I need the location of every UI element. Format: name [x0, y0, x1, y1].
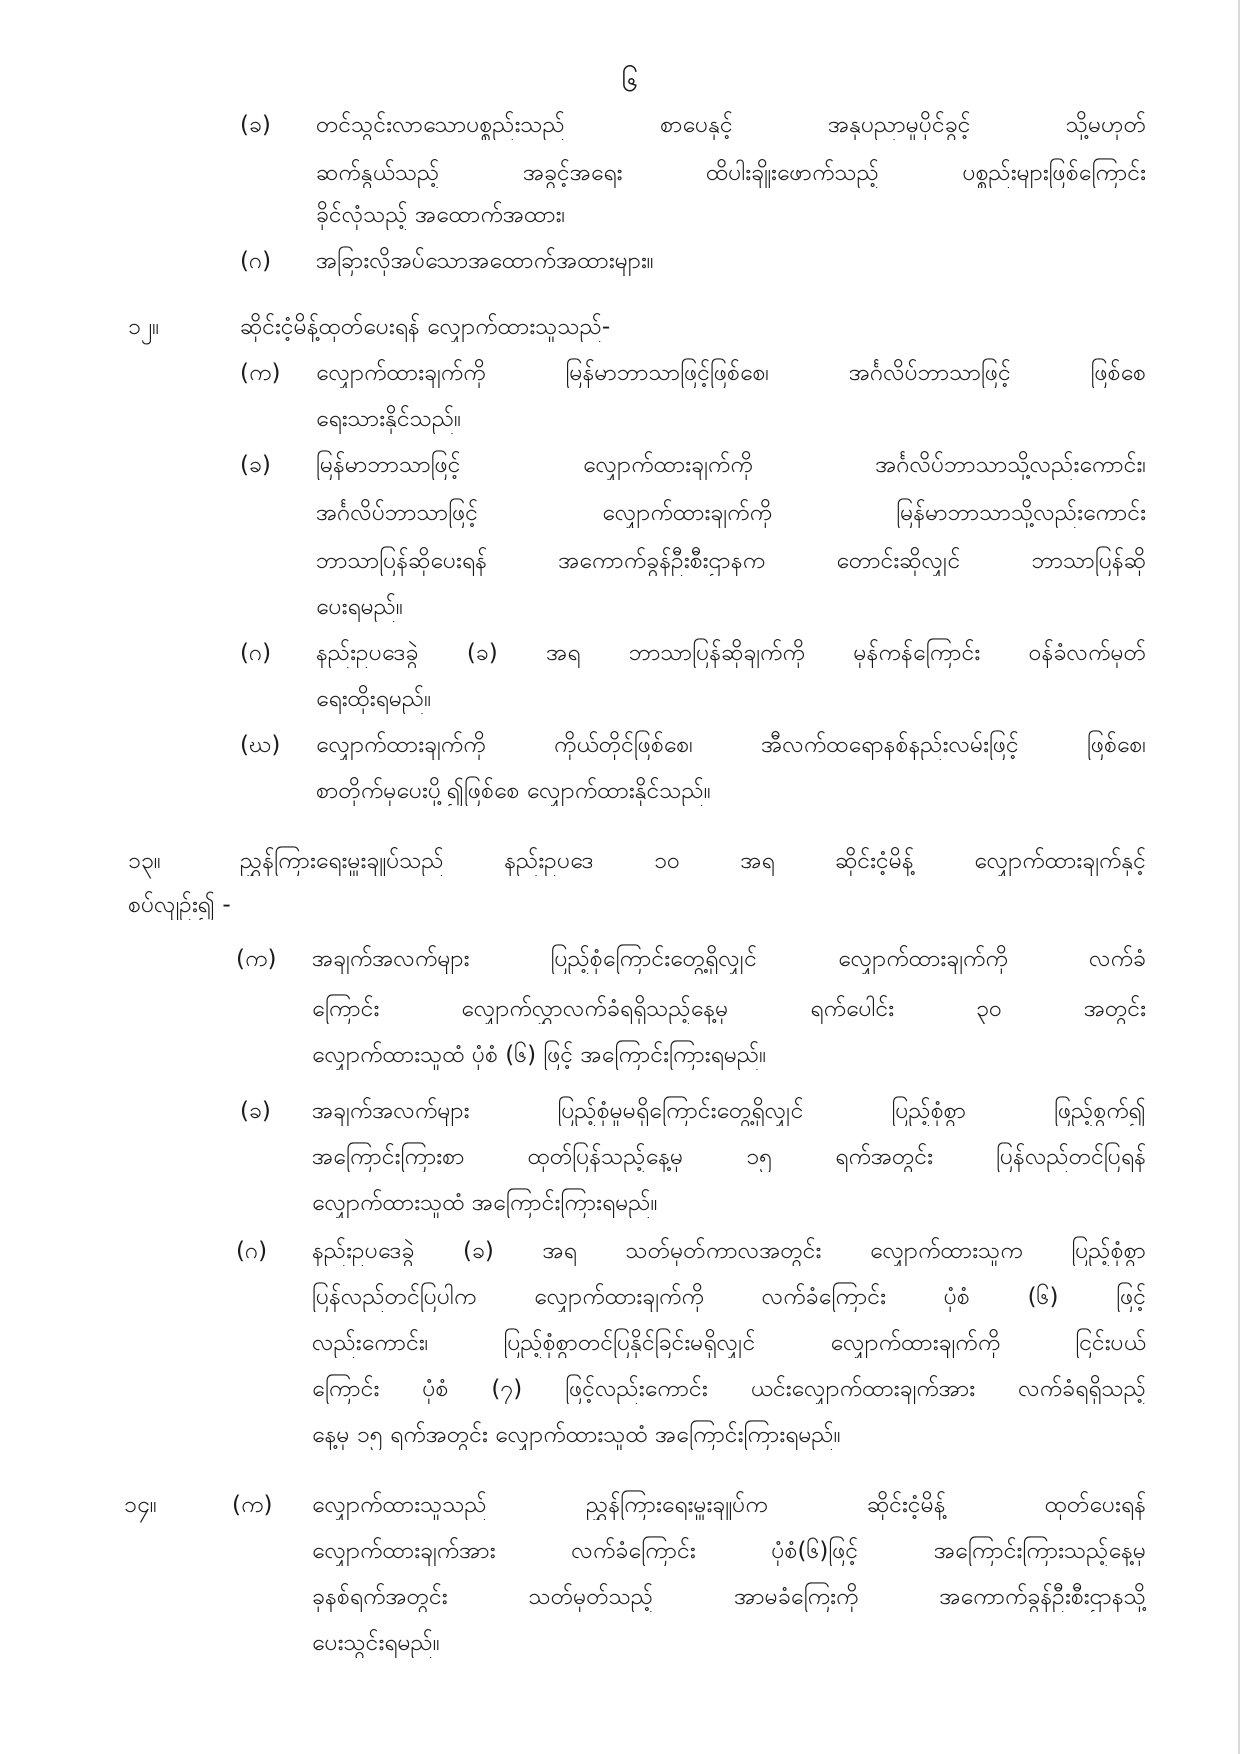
clause-line: ကြောင်း ပုံစံ (၇) ဖြင့်လည်းကောင်း ယင်းလျှောက်ထားချက်အား လက်ခံရရှိသည့်: [312, 1376, 1146, 1402]
rule-number: ၁၃။: [128, 848, 161, 874]
clause-line: အချက်အလက်များ ပြည့်စုံမှုမရှိကြောင်းတွေ့ရှိလျှင် ပြည့်စုံစွာ ဖြည့်စွက်၍: [312, 1098, 1146, 1124]
rule-intro: ဆိုင်းငံ့မိန့်ထုတ်ပေးရန် လျှောက်ထားသူသည်-: [240, 314, 611, 340]
clause-line: ဘာသာပြန်ဆိုပေးရန် အကောက်ခွန်ဦးစီးဌာနက တောင်းဆိုလျှင် ဘာသာပြန်ဆို: [316, 548, 1146, 574]
rule-intro: စပ်လျဉ်း၍ -: [128, 892, 231, 918]
clause-line: ခုနစ်ရက်အတွင်း သတ်မှတ်သည့် အာမခံကြေးကို အကောက်ခွန်ဦးစီးဌာနသို့: [312, 1584, 1146, 1610]
clause-line: ရေးသားနိုင်သည်။: [316, 406, 462, 432]
clause-line: မြန်မာဘာသာဖြင့် လျှောက်ထားချက်ကို အင်္ဂလိပ်ဘာသာသို့လည်းကောင်း၊: [316, 452, 1146, 478]
clause-marker: (ဂ): [236, 1238, 268, 1264]
rule-number: ၁၄။: [124, 1492, 157, 1518]
clause-line: စာတိုက်မှပေးပို့၍ဖြစ်စေ လျှောက်ထားနိုင်သည်။: [316, 778, 711, 804]
clause-line: အခြားလိုအပ်သောအထောက်အထားများ။: [316, 248, 654, 274]
clause-line: ရေးထိုးရမည်။: [316, 686, 432, 712]
clause-line: အင်္ဂလိပ်ဘာသာဖြင့် လျှောက်ထားချက်ကို မြန်မာဘာသာသို့လည်းကောင်း: [316, 500, 1146, 526]
clause-line: နည်းဥပဒေခွဲ (ခ) အရ ဘာသာပြန်ဆိုချက်ကို မှန်ကန်ကြောင်း ဝန်ခံလက်မှတ်: [316, 640, 1146, 666]
clause-marker: (ခ): [240, 1098, 271, 1124]
clause-line: အကြောင်းကြားစာ ထုတ်ပြန်သည့်နေ့မှ ၁၅ ရက်အတွင်း ပြန်လည်တင်ပြရန်: [312, 1144, 1146, 1170]
clause-line: ဆက်နွယ်သည့် အခွင့်အရေး ထိပါးချိုးဖောက်သည့် ပစ္စည်းများဖြစ်ကြောင်း: [316, 160, 1146, 186]
clause-line: ပေးရမည်။: [316, 594, 403, 620]
rule-number: ၁၂။: [128, 314, 160, 340]
clause-line: လျှောက်ထားသူထံ အကြောင်းကြားရမည်။: [312, 1190, 658, 1216]
clause-line: နေ့မှ ၁၅ ရက်အတွင်း လျှောက်ထားသူထံ အကြောင်းကြားရမည်။: [312, 1422, 841, 1448]
clause-line: လျှောက်ထားချက်အား လက်ခံကြောင်း ပုံစံ(၆)ဖြင့် အကြောင်းကြားသည့်နေ့မှ: [312, 1538, 1146, 1564]
clause-line: လျှောက်ထားသူထံ ပုံစံ (၆) ဖြင့် အကြောင်းကြားရမည်။: [312, 1042, 767, 1068]
clause-line: အချက်အလက်များ ပြည့်စုံကြောင်းတွေ့ရှိလျှင် လျှောက်ထားချက်ကို လက်ခံ: [312, 946, 1146, 972]
clause-marker: (က): [240, 360, 281, 386]
clause-line: နည်းဥပဒေခွဲ (ခ) အရ သတ်မှတ်ကာလအတွင်း လျှောက်ထားသူက ပြည့်စုံစွာ: [312, 1238, 1146, 1264]
clause-marker: (ဂ): [240, 248, 272, 274]
clause-line: ပေးသွင်းရမည်။: [312, 1630, 440, 1656]
clause-line: ကြောင်း လျှောက်လွှာလက်ခံရရှိသည့်နေ့မှ ရက်ပေါင်း ၃၀ အတွင်း: [312, 996, 1146, 1022]
clause-marker: (က): [232, 1492, 273, 1518]
clause-line: လျှောက်ထားချက်ကို ကိုယ်တိုင်ဖြစ်စေ၊ အီလက်ထရောနစ်နည်းလမ်းဖြင့် ဖြစ်စေ၊: [316, 732, 1146, 758]
clause-line: လျှောက်ထားသူသည် ညွှန်ကြားရေးမှူးချုပ်က ဆိုင်းငံ့မိန့် ထုတ်ပေးရန်: [312, 1492, 1146, 1518]
clause-marker: (ဂ): [240, 640, 272, 666]
clause-line: ပြန်လည်တင်ပြပါက လျှောက်ထားချက်ကို လက်ခံကြောင်း ပုံစံ (၆) ဖြင့်: [312, 1284, 1146, 1310]
clause-line: လျှောက်ထားချက်ကို မြန်မာဘာသာဖြင့်ဖြစ်စေ၊ အင်္ဂလိပ်ဘာသာဖြင့် ဖြစ်စေ: [316, 360, 1146, 386]
clause-marker: (ခ): [240, 112, 271, 138]
clause-line: လည်းကောင်း၊ ပြည့်စုံစွာတင်ပြနိုင်ခြင်းမရှိလျှင် လျှောက်ထားချက်ကို ငြင်းပယ်: [312, 1330, 1146, 1356]
clause-marker: (ခ): [240, 452, 271, 478]
rule-intro: ညွှန်ကြားရေးမှူးချုပ်သည် နည်းဥပဒေ ၁၀ အရ ဆိုင်းငံ့မိန့် လျှောက်ထားချက်နှင့်: [240, 848, 1146, 874]
clause-line: ခိုင်လုံသည့် အထောက်အထား၊: [316, 202, 566, 228]
clause-marker: (ဃ): [240, 732, 281, 758]
clause-line: တင်သွင်းလာသောပစ္စည်းသည် စာပေနှင့် အနုပညာမူပိုင်ခွင့် သို့မဟုတ်: [316, 112, 1146, 138]
clause-marker: (က): [236, 946, 277, 972]
page-number: ၆: [621, 64, 639, 99]
